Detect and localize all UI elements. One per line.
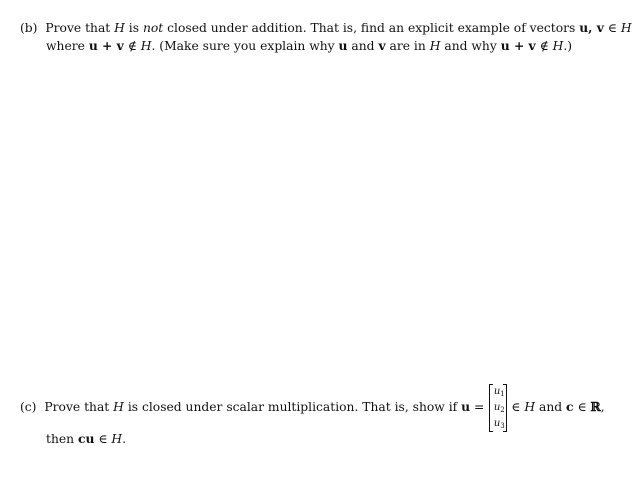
- element-of-symbol: ∈: [98, 432, 108, 446]
- right-bracket: [503, 384, 507, 432]
- vector-u: u: [461, 399, 471, 414]
- sum-u-plus-v: u + v: [500, 38, 536, 53]
- part-b-label: (b): [20, 21, 38, 35]
- set-h: H: [140, 39, 152, 53]
- part-c-label: (c): [20, 400, 37, 414]
- set-h: H: [113, 400, 124, 414]
- set-h: H: [620, 21, 632, 35]
- emphasis-not: not: [142, 21, 164, 35]
- set-h: H: [429, 39, 441, 53]
- element-of-symbol: ∈: [577, 400, 587, 414]
- part-c-line-2: then cu ∈ H.: [46, 431, 127, 446]
- column-vector-u: [489, 384, 507, 432]
- set-h: H: [524, 400, 536, 414]
- scalar-c: c: [566, 399, 574, 414]
- part-b-line-2: where u + v ∉ H. (Make sure you explain why u and v are in H and why u + v ∉ H.): [46, 38, 573, 53]
- vectors-uv: u, v: [579, 20, 604, 35]
- part-c-line-1: (c) Prove that H is closed under scalar multiplication. That is, show if u = $u_1$ $u_2$ $u_3$ ∈ H and c ∈ ℝ,: [20, 385, 605, 430]
- sum-u-plus-v: u + v: [88, 38, 124, 53]
- element-of-symbol: ∈: [511, 400, 521, 414]
- set-h: H: [111, 432, 123, 446]
- vector-u: u: [338, 38, 348, 53]
- matrix-entry-u3: $u_3$: [493, 417, 505, 430]
- not-element-of-symbol: ∉: [127, 39, 137, 53]
- equals-sign: =: [473, 400, 485, 414]
- element-of-symbol: ∈: [607, 21, 617, 35]
- real-numbers-symbol: ℝ: [590, 399, 601, 414]
- part-b-line-1: (b) Prove that H is not closed under addition. That is, find an explicit example of vectors u, v ∈ H: [20, 20, 632, 35]
- set-h: H: [114, 21, 125, 35]
- scaled-vector-cu: cu: [77, 431, 95, 446]
- set-h: H: [552, 39, 564, 53]
- matrix-entry-u1: $u_1$: [493, 385, 505, 398]
- vector-v: v: [378, 38, 386, 53]
- matrix-entry-u2: $u_2$: [493, 401, 505, 414]
- not-element-of-symbol: ∉: [539, 39, 549, 53]
